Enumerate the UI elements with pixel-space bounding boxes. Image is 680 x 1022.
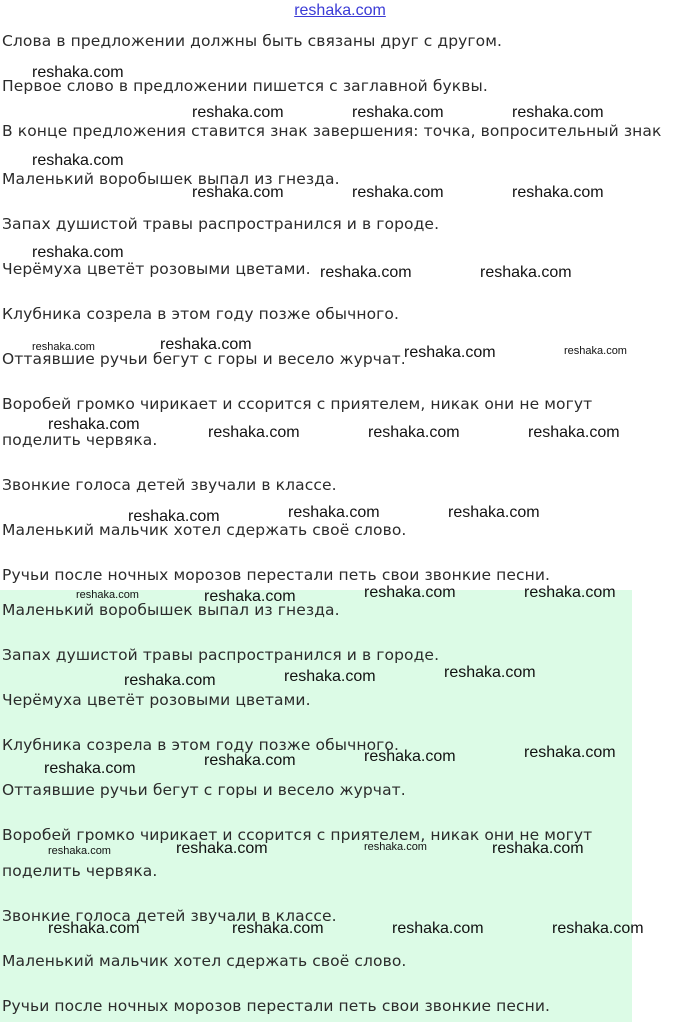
text-line: Маленький мальчик хотел сдержать своё слово.: [2, 521, 407, 539]
text-line: Воробей громко чирикает и ссорится с приятелем, никак они не могут: [2, 395, 593, 413]
watermark-text: reshaka.com: [160, 336, 252, 353]
watermark-text: reshaka.com: [32, 244, 124, 261]
watermark-text: reshaka.com: [320, 264, 412, 281]
watermark-text: reshaka.com: [32, 341, 95, 353]
watermark-text: reshaka.com: [192, 104, 284, 121]
watermark-text: reshaka.com: [48, 416, 140, 433]
watermark-text: reshaka.com: [176, 840, 268, 857]
watermark-text: reshaka.com: [208, 424, 300, 441]
answer-line: поделить червяка.: [2, 862, 158, 880]
watermark-text: reshaka.com: [76, 589, 139, 601]
watermark-text: reshaka.com: [480, 264, 572, 281]
text-line: Маленький воробышек выпал из гнезда.: [2, 170, 340, 188]
answer-line: Клубника созрела в этом году позже обычного.: [2, 736, 400, 754]
watermark-text: reshaka.com: [32, 152, 124, 169]
watermark-text: reshaka.com: [192, 184, 284, 201]
watermark-text: reshaka.com: [352, 104, 444, 121]
watermark-text: reshaka.com: [364, 584, 456, 601]
answer-line: Воробей громко чирикает и ссорится с приятелем, никак они не могут: [2, 826, 593, 844]
watermark-text: reshaka.com: [512, 184, 604, 201]
watermark-text: reshaka.com: [552, 920, 644, 937]
text-line: В конце предложения ставится знак завершения: точка, вопросительный знак: [2, 122, 662, 140]
watermark-text: reshaka.com: [124, 672, 216, 689]
watermark-text: reshaka.com: [288, 504, 380, 521]
watermark-text: reshaka.com: [492, 840, 584, 857]
watermark-text: reshaka.com: [232, 920, 324, 937]
watermark-text: reshaka.com: [128, 508, 220, 525]
watermark-text: reshaka.com: [204, 752, 296, 769]
text-line: Оттаявшие ручьи бегут с горы и весело журчат.: [2, 350, 406, 368]
text-line: Звонкие голоса детей звучали в классе.: [2, 476, 337, 494]
watermark-text: reshaka.com: [444, 664, 536, 681]
answer-line: Запах душистой травы распространился и в городе.: [2, 646, 440, 664]
text-line: Слова в предложении должны быть связаны друг с другом.: [2, 32, 503, 50]
text-line: поделить червяка.: [2, 431, 158, 449]
watermark-text: reshaka.com: [564, 345, 627, 357]
watermark-text: reshaka.com: [284, 668, 376, 685]
text-line: Первое слово в предложении пишется с заглавной буквы.: [2, 77, 488, 95]
watermark-text: reshaka.com: [44, 760, 136, 777]
answer-line: Черёмуха цветёт розовыми цветами.: [2, 691, 311, 709]
watermark-text: reshaka.com: [352, 184, 444, 201]
site-link[interactable]: reshaka.com: [294, 2, 386, 19]
answer-line: Ручьи после ночных морозов перестали петь свои звонкие песни.: [2, 997, 551, 1015]
watermark-text: reshaka.com: [524, 744, 616, 761]
text-line: Черёмуха цветёт розовыми цветами.: [2, 260, 311, 278]
watermark-text: reshaka.com: [32, 64, 124, 81]
watermark-text: reshaka.com: [48, 920, 140, 937]
watermark-text: reshaka.com: [364, 841, 427, 853]
watermark-text: reshaka.com: [448, 504, 540, 521]
text-line: Клубника созрела в этом году позже обычного.: [2, 305, 400, 323]
text-line: Ручьи после ночных морозов перестали петь свои звонкие песни.: [2, 566, 551, 584]
answer-line: Маленький мальчик хотел сдержать своё слово.: [2, 952, 407, 970]
answer-line: Маленький воробышек выпал из гнезда.: [2, 601, 340, 619]
watermark-text: reshaka.com: [364, 748, 456, 765]
text-line: Запах душистой травы распространился и в городе.: [2, 215, 440, 233]
answer-line: Оттаявшие ручьи бегут с горы и весело журчат.: [2, 781, 406, 799]
answer-line: Звонкие голоса детей звучали в классе.: [2, 907, 337, 925]
watermark-text: reshaka.com: [204, 588, 296, 605]
watermark-text: reshaka.com: [368, 424, 460, 441]
watermark-text: reshaka.com: [48, 845, 111, 857]
watermark-text: reshaka.com: [512, 104, 604, 121]
watermark-text: reshaka.com: [528, 424, 620, 441]
watermark-text: reshaka.com: [524, 584, 616, 601]
watermark-text: reshaka.com: [404, 344, 496, 361]
watermark-text: reshaka.com: [392, 920, 484, 937]
